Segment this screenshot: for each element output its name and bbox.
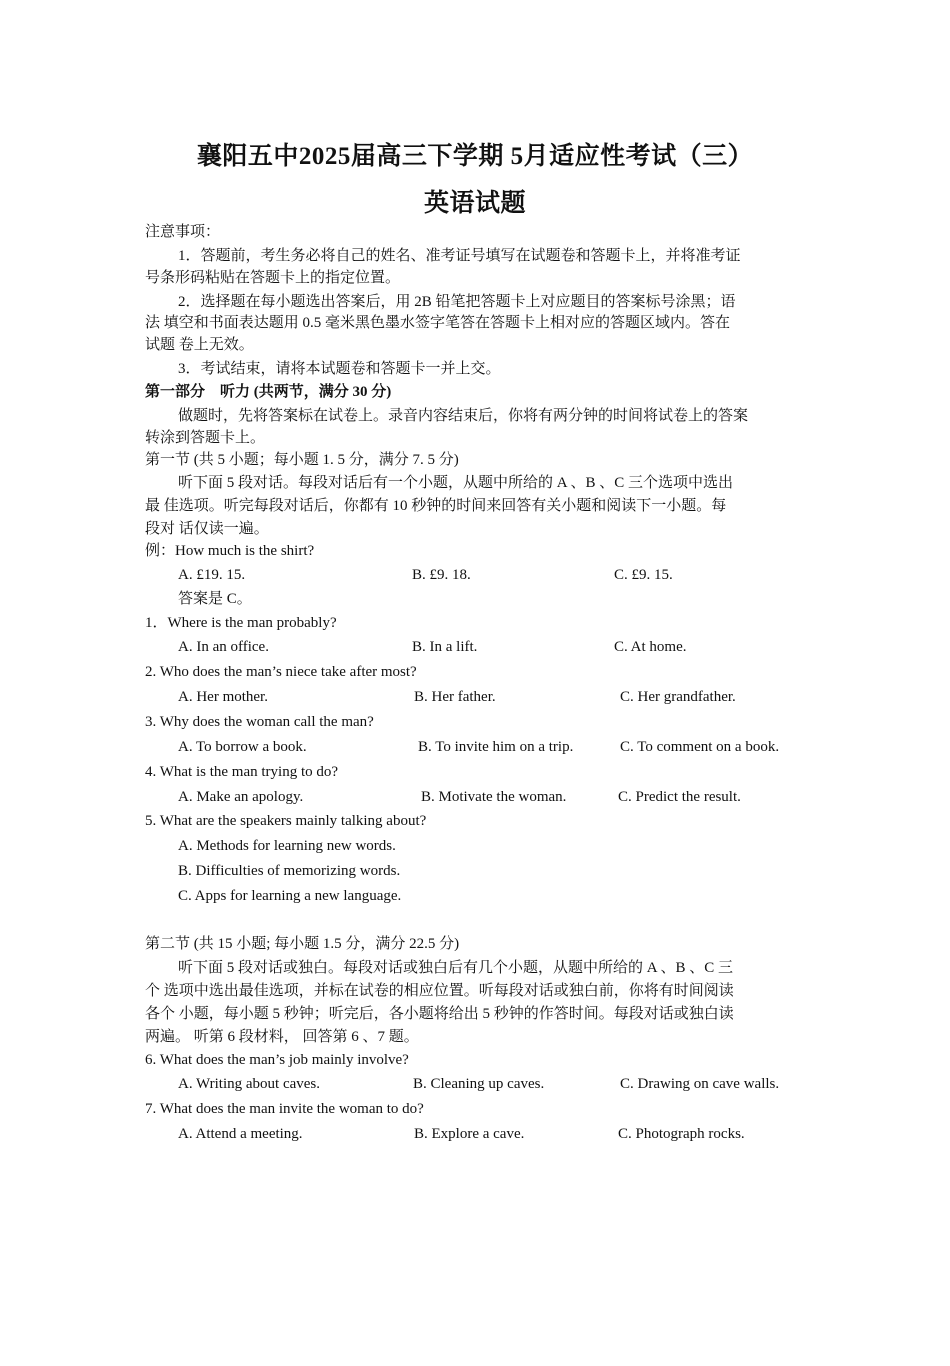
notes-line: 试题 卷上无效。 (145, 337, 254, 353)
q3-option-a[interactable]: A. To borrow a book. (178, 739, 307, 755)
example-question: 例：How much is the shirt? (145, 543, 315, 559)
notes-line: 2．选择题在每小题选出答案后，用 2B 铅笔把答题卡上对应题目的答案标号涂黑；语 (178, 294, 736, 310)
section2-intro: 听下面 5 段对话或独白。每段对话或独白后有几个小题，从题中所给的 A 、B 、C 三 (178, 960, 734, 976)
notes-heading: 注意事项： (145, 224, 221, 240)
section2-heading: 第二节 (共 15 小题; 每小题 1.5 分，满分 22.5 分) (145, 936, 460, 952)
q2-option-a[interactable]: A. Her mother. (178, 689, 268, 705)
q5-option-c[interactable]: C. Apps for learning a new language. (178, 888, 402, 904)
example-option-c: C. £9. 15. (614, 567, 673, 583)
q5-option-b[interactable]: B. Difficulties of memorizing words. (178, 863, 401, 879)
q2-option-b[interactable]: B. Her father. (414, 689, 496, 705)
notes-line: 法 填空和书面表达题用 0.5 毫米黑色墨水签字笔答在答题卡上相对应的答题区域内。答在 (145, 315, 731, 331)
notes-line: 号条形码粘贴在答题卡上的指定位置。 (145, 270, 401, 286)
section2-intro: 各个 小题，每小题 5 秒钟；听完后，各小题将给出 5 秒钟的作答时间。每段对话或独白读 (145, 1006, 734, 1022)
section1-heading: 第一节 (共 5 小题；每小题 1. 5 分，满分 7. 5 分) (145, 452, 459, 468)
part1-intro: 做题时，先将答案标在试卷上。录音内容结束后，你将有两分钟的时间将试卷上的答案 (178, 408, 749, 424)
notes-line: 3．考试结束，请将本试题卷和答题卡一并上交。 (178, 361, 501, 377)
q7-option-a[interactable]: A. Attend a meeting. (178, 1126, 303, 1142)
q1-option-a[interactable]: A. In an office. (178, 639, 269, 655)
exam-subtitle: 英语试题 (423, 190, 526, 217)
question-6: 6. What does the man’s job mainly involve? (145, 1052, 409, 1068)
section1-intro: 段对 话仅读一遍。 (145, 521, 269, 537)
q7-option-c[interactable]: C. Photograph rocks. (618, 1126, 745, 1142)
q2-option-c[interactable]: C. Her grandfather. (620, 689, 736, 705)
question-2: 2. Who does the man’s niece take after most? (145, 664, 417, 680)
q6-option-a[interactable]: A. Writing about caves. (178, 1076, 321, 1092)
q5-option-a[interactable]: A. Methods for learning new words. (178, 838, 396, 854)
q3-option-c[interactable]: C. To comment on a book. (620, 739, 780, 755)
section2-intro: 两遍。 听第 6 段材料， 回答第 6 、7 题。 (145, 1029, 419, 1045)
part1-heading: 第一部分 听力 (共两节，满分 30 分) (145, 384, 392, 400)
example-answer: 答案是 C。 (178, 591, 252, 607)
q3-option-b[interactable]: B. To invite him on a trip. (418, 739, 574, 755)
section2-intro: 个 选项中选出最佳选项，并标在试卷的相应位置。听每段对话或独白前，你将有时间阅读 (145, 983, 734, 999)
q1-option-c[interactable]: C. At home. (614, 639, 687, 655)
q4-option-a[interactable]: A. Make an apology. (178, 789, 304, 805)
q7-option-b[interactable]: B. Explore a cave. (414, 1126, 525, 1142)
section1-intro: 听下面 5 段对话。每段对话后有一个小题，从题中所给的 A 、B 、C 三个选项中选出 (178, 475, 734, 491)
notes-line: 1．答题前，考生务必将自己的姓名、准考证号填写在试题卷和答题卡上，并将准考证 (178, 248, 741, 264)
part1-intro: 转涂到答题卡上。 (145, 430, 266, 446)
q4-option-b[interactable]: B. Motivate the woman. (421, 789, 567, 805)
section1-intro: 最 佳选项。听完每段对话后，你都有 10 秒钟的时间来回答有关小题和阅读下一小题。每 (145, 498, 727, 514)
question-5: 5. What are the speakers mainly talking about? (145, 813, 427, 829)
example-option-a: A. £19. 15. (178, 567, 246, 583)
question-7: 7. What does the man invite the woman to do? (145, 1101, 424, 1117)
question-1: 1．Where is the man probably? (145, 615, 337, 631)
q4-option-c[interactable]: C. Predict the result. (618, 789, 741, 805)
exam-title: 襄阳五中2025届高三下学期 5月适应性考试（三） (196, 143, 754, 170)
question-4: 4. What is the man trying to do? (145, 764, 339, 780)
q1-option-b[interactable]: B. In a lift. (412, 639, 478, 655)
q6-option-c[interactable]: C. Drawing on cave walls. (620, 1076, 780, 1092)
question-3: 3. Why does the woman call the man? (145, 714, 374, 730)
example-option-b: B. £9. 18. (412, 567, 471, 583)
q6-option-b[interactable]: B. Cleaning up caves. (413, 1076, 545, 1092)
